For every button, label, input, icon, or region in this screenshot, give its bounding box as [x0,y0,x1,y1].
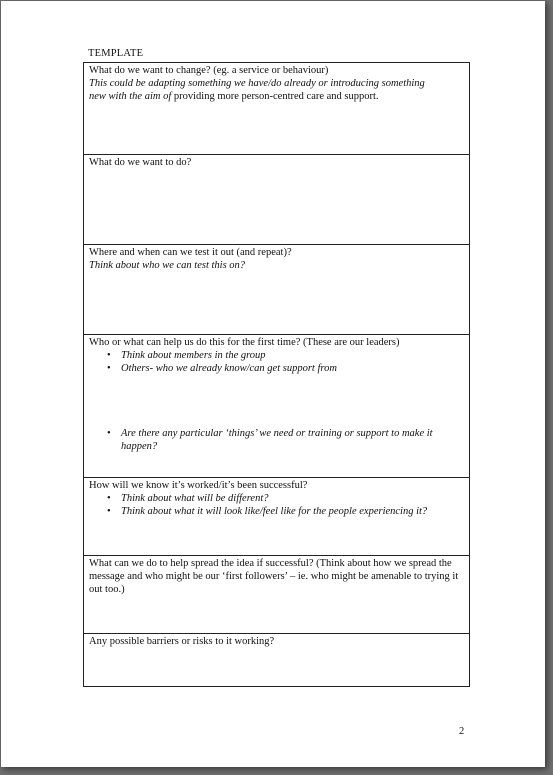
section-barriers-risks [84,634,469,686]
bullet-dot: • [107,506,111,517]
bullet-item [107,505,464,518]
section-what-to-change [84,63,469,155]
document-page [1,1,545,767]
section-how-know-successful [84,478,469,556]
section-question: What do we want to change? (eg. a service or behaviour) [89,65,329,76]
section-question: Where and when can we test it out (and repeat)? [89,247,292,258]
section-hint: Think about who we can test this on? [89,260,246,271]
bullet-dot: • [107,363,111,374]
bullet-list [89,349,464,453]
bullet-dot: • [107,350,111,361]
template-form-table [83,62,470,687]
bullet-dot: • [107,493,111,504]
template-label: TEMPLATE [88,48,144,59]
bullet-text: Are there any particular ‘things’ we need or training or support to make it happen? [121,428,433,452]
section-question: What can we do to help spread the idea if successful? (Think about how we spread the message and who might be our ‘first followers’ – ie. who might be amenable to trying it out too.) [89,558,459,595]
section-hint-line [89,90,464,103]
section-question: How will we know it’s worked/it’s been successful? [89,480,308,491]
page-number: 2 [459,726,465,737]
section-spread-idea [84,556,469,634]
bullet-item [107,492,464,505]
bullet-item [107,427,464,453]
bullet-item [107,362,464,375]
bullet-text: Think about members in the group [121,350,266,361]
section-what-to-do [84,155,469,245]
bullet-list [89,492,464,518]
bullet-text: Think about what will be different? [121,493,269,504]
section-hint-normal: providing more person-centred care and support. [171,91,379,102]
section-who-can-help [84,335,469,478]
bullet-text: Think about what it will look like/feel like for the people experiencing it? [121,506,428,517]
bullet-text: Others- who we already know/can get support from [121,363,337,374]
bullet-dot: • [107,428,111,439]
section-hint: This could be adapting something we have/do already or introducing something [89,78,425,89]
section-question: What do we want to do? [89,157,192,168]
section-where-when-test [84,245,469,335]
bullet-item [107,349,464,362]
section-question: Any possible barriers or risks to it working? [89,636,275,647]
section-question: Who or what can help us do this for the first time? (These are our leaders) [89,337,400,348]
section-hint-italic: new with the aim of [89,91,172,102]
